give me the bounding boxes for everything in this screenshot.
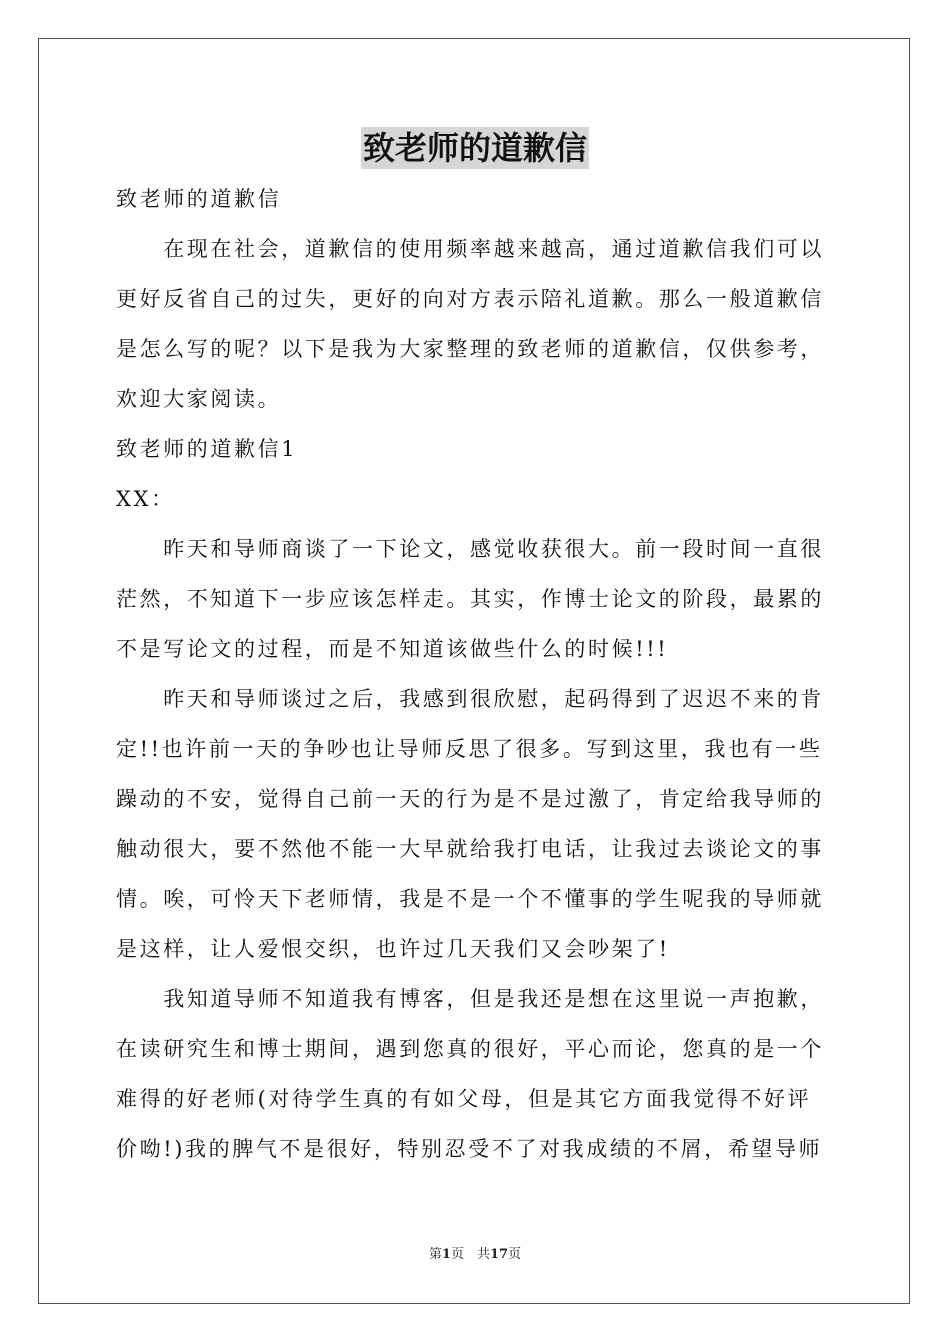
- footer-suffix: 页: [508, 1247, 522, 1262]
- body-line: XX：: [116, 487, 175, 511]
- footer-prefix: 第: [428, 1247, 442, 1262]
- body-line: 茫然，不知道下一步应该怎样走。其实，作博士论文的阶段，最累的: [116, 587, 824, 611]
- body-line: 难得的好老师(对待学生真的有如父母，但是其它方面我觉得不好评: [116, 1087, 812, 1111]
- page-footer: [0, 1246, 950, 1264]
- body-line: 触动很大，要不然他不能一大早就给我打电话，让我过去谈论文的事: [116, 837, 824, 861]
- body-line: 致老师的道歉信1: [116, 437, 298, 461]
- document-title-wrap: [0, 127, 950, 171]
- document-title: 致老师的道歉信: [362, 129, 587, 167]
- footer-total-pages: 17: [489, 1247, 509, 1262]
- body-line: 是这样，让人爱恨交织，也许过几天我们又会吵架了!: [116, 937, 670, 961]
- body-line: 躁动的不安，觉得自己前一天的行为是不是过激了，肯定给我导师的: [116, 787, 824, 811]
- body-line: 在读研究生和博士期间，遇到您真的很好，平心而论，您真的是一个: [116, 1037, 824, 1061]
- page-border: [38, 38, 910, 1304]
- body-line: 更好反省自己的过失，更好的向对方表示陪礼道歉。那么一般道歉信: [116, 287, 824, 311]
- body-line: 欢迎大家阅读。: [116, 387, 282, 411]
- body-line: 是怎么写的呢？以下是我为大家整理的致老师的道歉信，仅供参考，: [116, 337, 824, 361]
- body-line: 定!!也许前一天的争吵也让导师反思了很多。写到这里，我也有一些: [116, 737, 823, 761]
- body-line: 不是写论文的过程，而是不知道该做些什么的时候!!!: [116, 637, 669, 661]
- body-line: 价呦!)我的脾气不是很好，特别忍受不了对我成绩的不屑，希望导师: [116, 1137, 823, 1161]
- body-line: 情。唉，可怜天下老师情，我是不是一个不懂事的学生呢我的导师就: [116, 887, 824, 911]
- body-line: 在现在社会，道歉信的使用频率越来越高，通过道歉信我们可以: [116, 237, 824, 261]
- footer-page-number: 1: [441, 1247, 451, 1262]
- body-line: 致老师的道歉信: [116, 187, 282, 211]
- footer-mid: 页 共: [450, 1247, 490, 1262]
- body-line: 我知道导师不知道我有博客，但是我还是想在这里说一声抱歉，: [116, 987, 824, 1011]
- body-line: 昨天和导师谈过之后，我感到很欣慰，起码得到了迟迟不来的肯: [116, 687, 824, 711]
- body-line: 昨天和导师商谈了一下论文，感觉收获很大。前一段时间一直很: [116, 537, 824, 561]
